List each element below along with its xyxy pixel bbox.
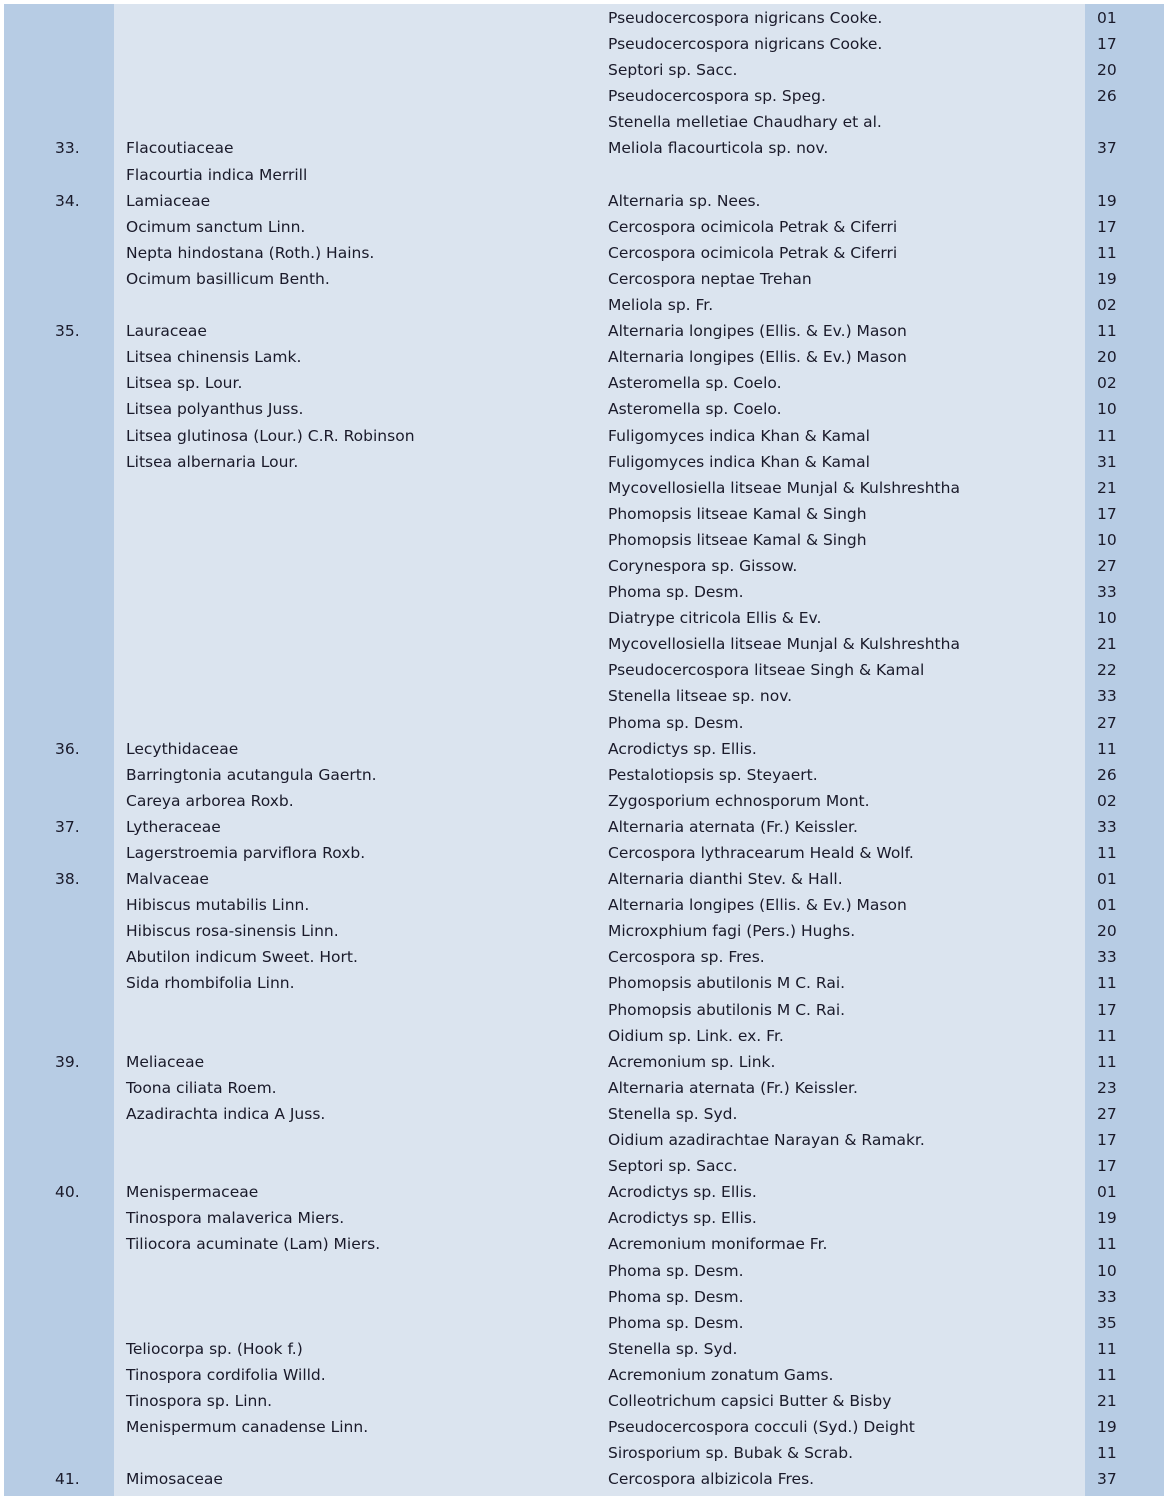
locality-code: 11	[1097, 974, 1117, 993]
table-row	[0, 240, 1168, 266]
host-name: Teliocorpa sp. (Hook f.)	[126, 1339, 303, 1358]
locality-code: 37	[1097, 1470, 1117, 1489]
table-row	[0, 892, 1168, 918]
host-name: Lytheraceae	[126, 817, 221, 836]
locality-code: 17	[1097, 1131, 1117, 1150]
pathogen-name: Alternaria longipes (Ellis. & Ev.) Mason	[608, 896, 907, 915]
pathogen-name: Phoma sp. Desm.	[608, 1313, 744, 1332]
table-row	[0, 527, 1168, 553]
host-name: Lecythidaceae	[126, 739, 239, 758]
table-row	[0, 1023, 1168, 1049]
locality-code: 17	[1097, 1157, 1117, 1176]
host-name: Menispermum canadense Linn.	[126, 1418, 369, 1437]
table-row	[0, 266, 1168, 292]
host-name: Azadirachta indica A Juss.	[126, 1104, 326, 1123]
pathogen-name: Fuligomyces indica Khan & Kamal	[608, 426, 870, 445]
table-row	[0, 1127, 1168, 1153]
pathogen-name: Asteromella sp. Coelo.	[608, 374, 782, 393]
table-row	[0, 1258, 1168, 1284]
host-name: Sida rhombifolia Linn.	[126, 974, 295, 993]
table-row	[0, 57, 1168, 83]
pathogen-name: Stenella sp. Syd.	[608, 1104, 738, 1123]
host-name: Tiliocora acuminate (Lam) Miers.	[126, 1235, 381, 1254]
table-row	[0, 553, 1168, 579]
table-row	[0, 944, 1168, 970]
pathogen-name: Pseudocercospora nigricans Cooke.	[608, 9, 883, 27]
table-row	[0, 292, 1168, 318]
pathogen-name: Phomopsis litseae Kamal & Singh	[608, 504, 867, 523]
pathogen-name: Pseudocercospora nigricans Cooke.	[608, 35, 883, 54]
pathogen-name: Zygosporium echnosporum Mont.	[608, 791, 870, 810]
locality-code: 19	[1097, 269, 1117, 288]
locality-code: 11	[1097, 1026, 1117, 1045]
host-name: Ocimum basillicum Benth.	[126, 269, 330, 288]
table-row	[0, 970, 1168, 996]
host-name: Tinospora cordifolia Willd.	[126, 1365, 326, 1384]
locality-code: 31	[1097, 452, 1117, 471]
table-row	[0, 1362, 1168, 1388]
locality-code: 23	[1097, 1078, 1117, 1097]
table-row	[0, 83, 1168, 109]
serial-number: 35.	[55, 322, 80, 341]
locality-code: 17	[1097, 504, 1117, 523]
table-row	[0, 1310, 1168, 1336]
locality-code: 11	[1097, 322, 1117, 341]
pathogen-name: Acrodictys sp. Ellis.	[608, 739, 757, 758]
pathogen-name: Meliola flacourticola sp. nov.	[608, 139, 829, 158]
host-name: Litsea albernaria Lour.	[126, 452, 299, 471]
pathogen-name: Phoma sp. Desm.	[608, 1287, 744, 1306]
serial-number: 34.	[55, 191, 80, 210]
table-row	[0, 214, 1168, 240]
host-name: Malvaceae	[126, 870, 209, 889]
pathogen-name: Pseudocercospora sp. Speg.	[608, 87, 826, 106]
locality-code: 11	[1097, 1365, 1117, 1384]
host-name: Mimosaceae	[126, 1470, 223, 1489]
table-row	[0, 449, 1168, 475]
table-row	[0, 605, 1168, 631]
pathogen-name: Corynespora sp. Gissow.	[608, 556, 798, 575]
table-row	[0, 423, 1168, 449]
locality-code: 17	[1097, 1000, 1117, 1019]
locality-code: 11	[1097, 739, 1117, 758]
table-row	[0, 1414, 1168, 1440]
locality-code: 20	[1097, 348, 1117, 367]
host-name: Toona ciliata Roem.	[126, 1078, 277, 1097]
table-row	[0, 370, 1168, 396]
table-row	[0, 135, 1168, 161]
pathogen-name: Cercospora neptae Trehan	[608, 269, 812, 288]
locality-code: 20	[1097, 61, 1117, 80]
host-name: Litsea polyanthus Juss.	[126, 400, 304, 419]
pathogen-name: Acremonium moniformae Fr.	[608, 1235, 828, 1254]
locality-code: 19	[1097, 191, 1117, 210]
serial-number: 41.	[55, 1470, 80, 1489]
host-pathogen-table	[0, 5, 1168, 1492]
table-row	[0, 109, 1168, 135]
table-row	[0, 318, 1168, 344]
locality-code: 01	[1097, 896, 1117, 915]
pathogen-name: Septori sp. Sacc.	[608, 61, 738, 80]
pathogen-name: Oidium azadirachtae Narayan & Ramakr.	[608, 1131, 925, 1150]
pathogen-name: Cercospora albizicola Fres.	[608, 1470, 815, 1489]
table-row	[0, 997, 1168, 1023]
table-row	[0, 579, 1168, 605]
locality-code: 19	[1097, 1418, 1117, 1437]
table-row	[0, 1231, 1168, 1257]
host-name: Flacourtia indica Merrill	[126, 165, 308, 184]
pathogen-name: Pseudocercospora cocculi (Syd.) Deight	[608, 1418, 915, 1437]
pathogen-name: Meliola sp. Fr.	[608, 296, 714, 315]
table-row	[0, 683, 1168, 709]
table-row	[0, 866, 1168, 892]
table-row	[0, 762, 1168, 788]
locality-code: 21	[1097, 635, 1117, 654]
locality-code: 19	[1097, 1209, 1117, 1228]
pathogen-name: Acremonium sp. Link.	[608, 1052, 776, 1071]
host-name: Menispermaceae	[126, 1183, 259, 1202]
pathogen-name: Alternaria aternata (Fr.) Keissler.	[608, 817, 858, 836]
host-name: Litsea chinensis Lamk.	[126, 348, 302, 367]
pathogen-name: Septori sp. Sacc.	[608, 1157, 738, 1176]
pathogen-name: Diatrype citricola Ellis & Ev.	[608, 609, 822, 628]
pathogen-name: Phomopsis litseae Kamal & Singh	[608, 530, 867, 549]
table-row	[0, 1440, 1168, 1466]
table-row	[0, 162, 1168, 188]
locality-code: 10	[1097, 530, 1117, 549]
host-name: Abutilon indicum Sweet. Hort.	[126, 948, 358, 967]
host-name: Tinospora sp. Linn.	[126, 1391, 273, 1410]
locality-code: 21	[1097, 1391, 1117, 1410]
locality-code: 02	[1097, 296, 1117, 315]
locality-code: 10	[1097, 1261, 1117, 1280]
pathogen-name: Mycovellosiella litseae Munjal & Kulshreshtha	[608, 635, 960, 654]
table-row	[0, 1466, 1168, 1492]
locality-code: 11	[1097, 1235, 1117, 1254]
locality-code: 33	[1097, 948, 1117, 967]
pathogen-name: Colleotrichum capsici Butter & Bisby	[608, 1391, 892, 1410]
table-row	[0, 188, 1168, 214]
serial-number: 33.	[55, 139, 80, 158]
pathogen-name: Stenella litseae sp. nov.	[608, 687, 793, 706]
host-name: Careya arborea Roxb.	[126, 791, 294, 810]
pathogen-name: Alternaria sp. Nees.	[608, 191, 761, 210]
host-name: Tinospora malaverica Miers.	[126, 1209, 345, 1228]
locality-code: 26	[1097, 765, 1117, 784]
table-row	[0, 1075, 1168, 1101]
pathogen-name: Pseudocercospora litseae Singh & Kamal	[608, 661, 925, 680]
host-name: Hibiscus rosa-sinensis Linn.	[126, 922, 339, 941]
pathogen-name: Stenella sp. Syd.	[608, 1339, 738, 1358]
table-row	[0, 736, 1168, 762]
table-row	[0, 918, 1168, 944]
pathogen-name: Microxphium fagi (Pers.) Hughs.	[608, 922, 856, 941]
host-name: Flacoutiaceae	[126, 139, 234, 158]
locality-code: 02	[1097, 791, 1117, 810]
locality-code: 11	[1097, 1052, 1117, 1071]
pathogen-name: Acrodictys sp. Ellis.	[608, 1183, 757, 1202]
locality-code: 10	[1097, 609, 1117, 628]
locality-code: 21	[1097, 478, 1117, 497]
pathogen-name: Phomopsis abutilonis M C. Rai.	[608, 1000, 846, 1019]
locality-code: 33	[1097, 1287, 1117, 1306]
locality-code: 33	[1097, 687, 1117, 706]
host-name: Litsea glutinosa (Lour.) C.R. Robinson	[126, 426, 415, 445]
pathogen-name: Acremonium zonatum Gams.	[608, 1365, 834, 1384]
host-name: Lagerstroemia parviflora Roxb.	[126, 844, 366, 862]
pathogen-name: Asteromella sp. Coelo.	[608, 400, 782, 419]
pathogen-name: Alternaria dianthi Stev. & Hall.	[608, 870, 843, 889]
locality-code: 10	[1097, 400, 1117, 419]
locality-code: 01	[1097, 1183, 1117, 1202]
pathogen-name: Cercospora lythracearum Heald & Wolf.	[608, 844, 914, 862]
table-row	[0, 840, 1168, 866]
pathogen-name: Cercospora ocimicola Petrak & Ciferri	[608, 243, 898, 262]
table-row	[0, 1049, 1168, 1075]
host-name: Litsea sp. Lour.	[126, 374, 243, 393]
table-row	[0, 788, 1168, 814]
table-row	[0, 1205, 1168, 1231]
table-row	[0, 1153, 1168, 1179]
table-row	[0, 501, 1168, 527]
table-row	[0, 657, 1168, 683]
locality-code: 17	[1097, 35, 1117, 54]
pathogen-name: Phoma sp. Desm.	[608, 713, 744, 732]
pathogen-name: Sirosporium sp. Bubak & Scrab.	[608, 1444, 854, 1463]
serial-number: 39.	[55, 1052, 80, 1071]
locality-code: 35	[1097, 1313, 1117, 1332]
table-row	[0, 1336, 1168, 1362]
host-name: Nepta hindostana (Roth.) Hains.	[126, 243, 375, 262]
host-name: Lauraceae	[126, 322, 207, 341]
pathogen-name: Stenella melletiae Chaudhary et al.	[608, 113, 882, 132]
table-row	[0, 710, 1168, 736]
host-name: Meliaceae	[126, 1052, 205, 1071]
table-row	[0, 1284, 1168, 1310]
pathogen-name: Mycovellosiella litseae Munjal & Kulshreshtha	[608, 478, 960, 497]
locality-code: 11	[1097, 243, 1117, 262]
pathogen-name: Cercospora ocimicola Petrak & Ciferri	[608, 217, 898, 236]
locality-code: 11	[1097, 426, 1117, 445]
locality-code: 33	[1097, 817, 1117, 836]
locality-code: 33	[1097, 583, 1117, 602]
pathogen-name: Phomopsis abutilonis M C. Rai.	[608, 974, 846, 993]
table-row	[0, 396, 1168, 422]
serial-number: 37.	[55, 817, 80, 836]
locality-code: 17	[1097, 217, 1117, 236]
locality-code: 02	[1097, 374, 1117, 393]
host-name: Barringtonia acutangula Gaertn.	[126, 765, 377, 784]
table-row	[0, 344, 1168, 370]
locality-code: 22	[1097, 661, 1117, 680]
locality-code: 01	[1097, 9, 1117, 27]
pathogen-name: Cercospora sp. Fres.	[608, 948, 765, 967]
pathogen-name: Fuligomyces indica Khan & Kamal	[608, 452, 870, 471]
pathogen-name: Alternaria longipes (Ellis. & Ev.) Mason	[608, 348, 907, 367]
table-row	[0, 1179, 1168, 1205]
serial-number: 38.	[55, 870, 80, 889]
table-row	[0, 631, 1168, 657]
locality-code: 11	[1097, 1444, 1117, 1463]
locality-code: 20	[1097, 922, 1117, 941]
table-row	[0, 1101, 1168, 1127]
host-name: Lamiaceae	[126, 191, 211, 210]
pathogen-name: Phoma sp. Desm.	[608, 1261, 744, 1280]
table-row	[0, 475, 1168, 501]
locality-code: 37	[1097, 139, 1117, 158]
locality-code: 27	[1097, 1104, 1117, 1123]
locality-code: 27	[1097, 556, 1117, 575]
pathogen-name: Acrodictys sp. Ellis.	[608, 1209, 757, 1228]
table-row	[0, 1388, 1168, 1414]
table-row	[0, 5, 1168, 31]
pathogen-name: Alternaria aternata (Fr.) Keissler.	[608, 1078, 858, 1097]
serial-number: 36.	[55, 739, 80, 758]
locality-code: 26	[1097, 87, 1117, 106]
pathogen-name: Oidium sp. Link. ex. Fr.	[608, 1026, 784, 1045]
serial-number: 40.	[55, 1183, 80, 1202]
pathogen-name: Alternaria longipes (Ellis. & Ev.) Mason	[608, 322, 907, 341]
locality-code: 11	[1097, 1339, 1117, 1358]
pathogen-name: Phoma sp. Desm.	[608, 583, 744, 602]
locality-code: 11	[1097, 844, 1117, 862]
locality-code: 27	[1097, 713, 1117, 732]
host-name: Hibiscus mutabilis Linn.	[126, 896, 310, 915]
pathogen-name: Pestalotiopsis sp. Steyaert.	[608, 765, 818, 784]
host-name: Ocimum sanctum Linn.	[126, 217, 306, 236]
table-row	[0, 31, 1168, 57]
table-row	[0, 814, 1168, 840]
locality-code: 01	[1097, 870, 1117, 889]
